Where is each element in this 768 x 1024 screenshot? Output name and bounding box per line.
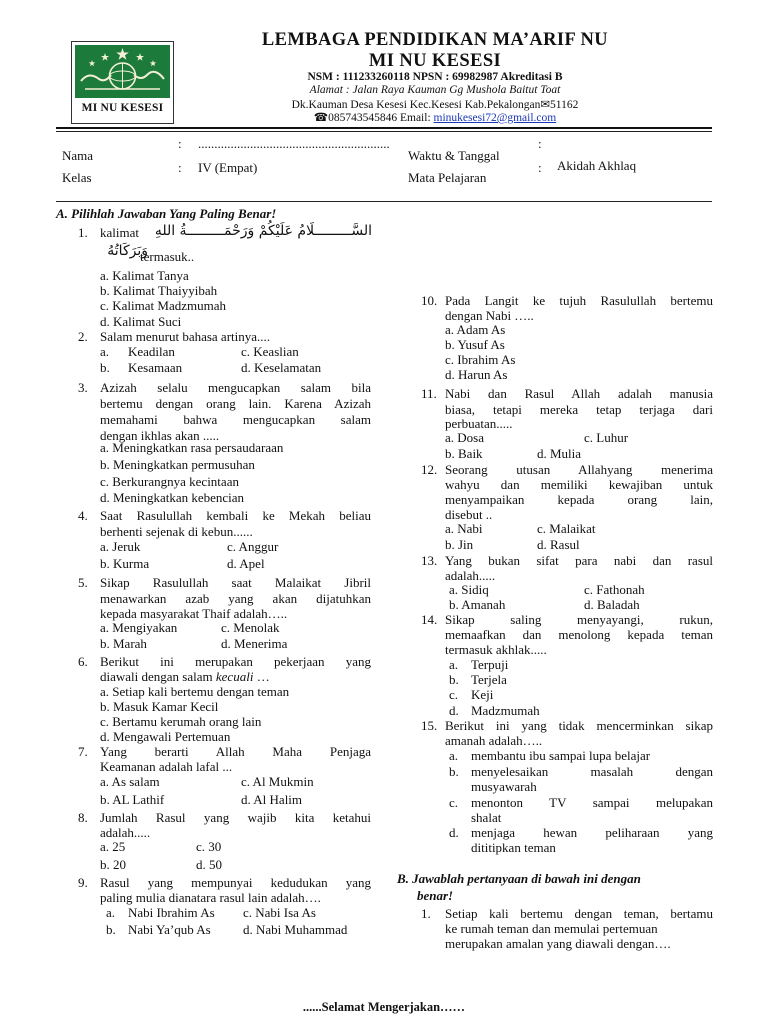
q3-option-c[interactable]: c. Berkurangnya kecintaan (100, 474, 239, 489)
q4-option-a[interactable]: a. Jeruk (100, 539, 141, 554)
header-divider-thin (56, 131, 712, 132)
nama-field[interactable]: ........................................................... (198, 136, 390, 151)
q11-option-c[interactable]: c. Luhur (584, 430, 629, 445)
q3-text-4: dengan ikhlas akan ..... (100, 428, 220, 443)
address-line-2: Dk.Kauman Desa Kesesi Kec.Kesesi Kab.Pekalongan✉51162 (291, 99, 579, 111)
q3-text-2: bertemu dengan orang lain. Karena Azizah (100, 396, 371, 411)
q5-text-1: Sikap Rasulullah saat Malaikat Jibril (100, 575, 371, 590)
q12-text-4: disebut .. (445, 507, 493, 522)
q3-text-1: Azizah selalu mengucapkan salam bila (100, 380, 371, 395)
q12-option-a[interactable]: a. Nabi (445, 521, 483, 536)
q15-option-c-letter[interactable]: c. (449, 795, 459, 810)
q5-text-2: menawarkan azab yang akan dijatuhkan (100, 591, 371, 606)
q1-option-d[interactable]: d. Kalimat Suci (100, 314, 182, 329)
q2-option-d[interactable]: d. Keselamatan (241, 360, 322, 375)
section-a-title: A. Pilihlah Jawaban Yang Paling Benar! (56, 206, 277, 221)
q13-option-c[interactable]: c. Fathonah (584, 582, 645, 597)
q6-option-b[interactable]: b. Masuk Kamar Kecil (100, 699, 219, 714)
q4-text-2: berhenti sejenak di kebun...... (100, 524, 253, 539)
q6-kecuali: kecuali (215, 669, 254, 684)
header-divider (56, 127, 712, 129)
q7-option-b[interactable]: b. AL Lathif (100, 792, 165, 807)
q12-text-1: Seorang utusan Allahyang menerima (445, 462, 713, 477)
q13-option-a[interactable]: a. Sidiq (449, 582, 489, 597)
logo-caption: MI NU KESESI (81, 102, 164, 114)
b1-text-3: merupakan amalan yang diawali dengan…. (445, 936, 671, 951)
q2-option-b[interactable]: Kesamaan (128, 360, 183, 375)
kelas-value: IV (Empat) (198, 160, 258, 175)
q12-text-2: wahyu dan memiliki kewajiban untuk (445, 477, 713, 492)
q10-text-2: dengan Nabi ….. (445, 308, 534, 323)
q12-text-3: menyampaikan kepada orang lain, (445, 492, 713, 507)
q6-text-2-tail: … (253, 669, 270, 684)
q5-option-a[interactable]: a. Mengiyakan (100, 620, 178, 635)
q6-option-c[interactable]: c. Bertamu kerumah orang lain (100, 714, 262, 729)
q5-option-b[interactable]: b. Marah (100, 636, 147, 651)
q9-number: 9. (78, 875, 88, 890)
waktu-label: Waktu & Tanggal (408, 148, 500, 163)
q13-option-b[interactable]: b. Amanah (449, 597, 506, 612)
email-link[interactable]: minukesesi72@gmail.com (433, 112, 557, 124)
q15-text-1: Berikut ini yang tidak mencerminkan sikap (445, 718, 713, 733)
q1-number: 1. (78, 225, 88, 240)
identity-divider (56, 201, 712, 202)
q6-option-a[interactable]: a. Setiap kali bertemu dengan teman (100, 684, 290, 699)
q11-option-b[interactable]: b. Baik (445, 446, 483, 461)
b1-number: 1. (421, 906, 431, 921)
q3-option-a[interactable]: a. Meningkatkan rasa persaudaraan (100, 440, 284, 455)
q14-option-a-letter[interactable]: a. (449, 657, 459, 672)
q11-option-a[interactable]: a. Dosa (445, 430, 484, 445)
q14-option-d[interactable]: Madzmumah (471, 703, 540, 718)
q15-option-a-letter[interactable]: a. (449, 748, 459, 763)
q8-option-c[interactable]: c. 30 (196, 839, 222, 854)
q13-text-2: adalah..... (445, 568, 496, 583)
q11-text-2: biasa, tetapi mereka tetap terjaga dari (445, 402, 713, 417)
q14-option-d-letter[interactable]: d. (449, 703, 459, 718)
q9-option-a[interactable]: Nabi Ibrahim As (128, 905, 215, 920)
q5-text-3: kepada masyarakat Thaif adalah….. (100, 606, 288, 621)
q3-option-d[interactable]: d. Meningkatkan kebencian (100, 490, 245, 505)
q5-option-c[interactable]: c. Menolak (221, 620, 280, 635)
q6-text-2: diawali dengan salam (100, 669, 216, 684)
q5-number: 5. (78, 575, 88, 590)
q15-option-b-cont: musyawarah (471, 779, 537, 794)
q6-text-2-wrap (100, 669, 270, 685)
nama-label: Nama (62, 148, 94, 163)
q15-option-d[interactable]: menjaga hewan peliharaan yang (471, 825, 713, 840)
nu-emblem-icon (75, 45, 170, 98)
q12-option-b[interactable]: b. Jin (445, 537, 474, 552)
q15-text-2: amanah adalah….. (445, 733, 543, 748)
q8-number: 8. (78, 810, 88, 825)
address-line-1: Alamat : Jalan Raya Kauman Gg Mushola Baitut Toat (309, 84, 561, 96)
q4-option-c[interactable]: c. Anggur (227, 539, 279, 554)
q1-option-c[interactable]: c. Kalimat Madzmumah (100, 298, 226, 313)
q15-option-a[interactable]: membantu ibu sampai lupa belajar (471, 748, 651, 763)
q1-text-2: termasuk.. (140, 249, 195, 264)
q9-text-2: paling mulia dianatara rasul lain adalah…. (100, 890, 321, 905)
q13-text-1: Yang bukan sifat para nabi dan rasul (445, 553, 713, 568)
q14-option-b-letter[interactable]: b. (449, 672, 459, 687)
kelas-colon: : (178, 160, 182, 175)
b1-text-2: ke rumah teman dan memulai pertemuan (445, 921, 658, 936)
q9-option-b[interactable]: Nabi Ya’qub As (128, 922, 211, 937)
q2-text-1: Salam menurut bahasa artinya.... (100, 329, 271, 344)
q13-number: 13. (421, 553, 438, 568)
q6-option-d[interactable]: d. Mengawali Pertemuan (100, 729, 231, 744)
q2-option-a[interactable]: Keadilan (128, 344, 175, 359)
waktu-colon: : (538, 136, 542, 151)
footer-message: ......Selamat Mengerjakan…… (302, 1000, 466, 1014)
q2-option-a-letter[interactable]: a. (100, 344, 110, 359)
q7-option-c[interactable]: c. Al Mukmin (241, 774, 314, 789)
q15-option-c[interactable]: menonton TV sampai melupakan (471, 795, 713, 810)
q12-option-d[interactable]: d. Rasul (537, 537, 580, 552)
q11-text-1: Nabi dan Rasul Allah adalah manusia (445, 386, 713, 401)
q14-option-c-letter[interactable]: c. (449, 687, 459, 702)
q9-option-c[interactable]: c. Nabi Isa As (243, 905, 316, 920)
q15-option-b[interactable]: menyelesaikan masalah dengan (471, 764, 713, 779)
school-logo (71, 41, 174, 124)
q7-text-2: Keamanan adalah lafal ... (100, 759, 233, 774)
q2-option-b-letter[interactable]: b. (100, 360, 110, 375)
q15-option-d-cont: dititipkan teman (471, 840, 556, 855)
org-name-line1: LEMBAGA PENDIDIKAN MA’ARIF NU (261, 30, 609, 50)
q9-option-b-letter[interactable]: b. (106, 922, 116, 937)
q15-option-b-letter[interactable]: b. (449, 764, 459, 779)
q10-option-a[interactable]: a. Adam As (445, 322, 506, 337)
q10-option-b[interactable]: b. Yusuf As (445, 337, 505, 352)
q1-arabic-barakatuh: وَبَرَكَاتُهُ (107, 243, 148, 259)
q12-option-c[interactable]: c. Malaikat (537, 521, 596, 536)
q15-option-d-letter[interactable]: d. (449, 825, 459, 840)
q6-text-1: Berikut ini merupakan pekerjaan yang (100, 654, 371, 669)
q1-text-1: kalimat (100, 225, 139, 240)
q11-option-d[interactable]: d. Mulia (537, 446, 582, 461)
section-b-title-2: benar! (417, 888, 454, 903)
q10-number: 10. (421, 293, 438, 308)
b1-text-1: Setiap kali bertemu dengan teman, bertamu (445, 906, 713, 921)
q7-number: 7. (78, 744, 88, 759)
q3-option-b[interactable]: b. Meningkatkan permusuhan (100, 457, 255, 472)
q13-option-d[interactable]: d. Baladah (584, 597, 640, 612)
q2-option-c[interactable]: c. Keaslian (241, 344, 299, 359)
q8-text-1: Jumlah Rasul yang wajib kita ketahui (100, 810, 371, 825)
org-name-line2: MI NU KESESI (368, 51, 502, 71)
q11-number: 11. (421, 386, 437, 401)
q8-option-a[interactable]: a. 25 (100, 839, 126, 854)
q14-option-a[interactable]: Terpuji (471, 657, 509, 672)
q1-option-a[interactable]: a. Kalimat Tanya (100, 268, 189, 283)
q4-option-b[interactable]: b. Kurma (100, 556, 150, 571)
q4-text-1: Saat Rasulullah kembali ke Mekah beliau (100, 508, 371, 523)
q6-number: 6. (78, 654, 88, 669)
q11-text-3: perbuatan..... (445, 416, 513, 431)
section-b-title-1: B. Jawablah pertanyaan di bawah ini dengan (397, 871, 641, 886)
mapel-label: Mata Pelajaran (408, 170, 487, 185)
mapel-colon: : (538, 160, 542, 175)
registration-line: NSM : 111233260118 NPSN : 69982987 Akreditasi B (307, 71, 563, 83)
contact-line (190, 110, 680, 124)
q14-number: 14. (421, 612, 438, 627)
q12-number: 12. (421, 462, 438, 477)
q8-option-d[interactable]: d. 50 (196, 857, 222, 872)
q10-text-1: Pada Langit ke tujuh Rasulullah bertemu (445, 293, 713, 308)
q7-option-a[interactable]: a. As salam (100, 774, 160, 789)
q10-option-c[interactable]: c. Ibrahim As (445, 352, 516, 367)
q5-option-d[interactable]: d. Menerima (221, 636, 288, 651)
kelas-label: Kelas (62, 170, 92, 185)
q14-option-c[interactable]: Keji (471, 687, 494, 702)
q14-text-2: memaafkan dan menolong kepada teman (445, 627, 713, 642)
q3-text-3: memahami bahwa mengucapkan salam (100, 412, 371, 427)
q4-number: 4. (78, 508, 88, 523)
q2-number: 2. (78, 329, 88, 344)
q15-number: 15. (421, 718, 438, 733)
q1-arabic-salam: السَّـــــــــلَامُ عَلَيْكُمْ وَرَحْمَـــــــــةُ اللهِ (154, 223, 372, 239)
q9-option-d[interactable]: d. Nabi Muhammad (243, 922, 348, 937)
contact-prefix: ☎085743545846 Email: (313, 112, 434, 124)
nama-colon: : (178, 136, 182, 151)
q14-option-b[interactable]: Terjela (471, 672, 507, 687)
q4-option-d[interactable]: d. Apel (227, 556, 265, 571)
q1-option-b[interactable]: b. Kalimat Thaiyyibah (100, 283, 218, 298)
q9-text-1: Rasul yang mempunyai kedudukan yang (100, 875, 371, 890)
q14-text-1: Sikap saling menyayangi, rukun, (445, 612, 713, 627)
q3-number: 3. (78, 380, 88, 395)
q7-option-d[interactable]: d. Al Halim (241, 792, 303, 807)
q15-option-c-cont: shalat (471, 810, 502, 825)
mapel-value: Akidah Akhlaq (557, 158, 637, 173)
q8-text-2: adalah..... (100, 825, 151, 840)
q8-option-b[interactable]: b. 20 (100, 857, 126, 872)
q10-option-d[interactable]: d. Harun As (445, 367, 508, 382)
q9-option-a-letter[interactable]: a. (106, 905, 116, 920)
q7-text-1: Yang berarti Allah Maha Penjaga (100, 744, 371, 759)
q14-text-3: termasuk akhlak..... (445, 642, 547, 657)
